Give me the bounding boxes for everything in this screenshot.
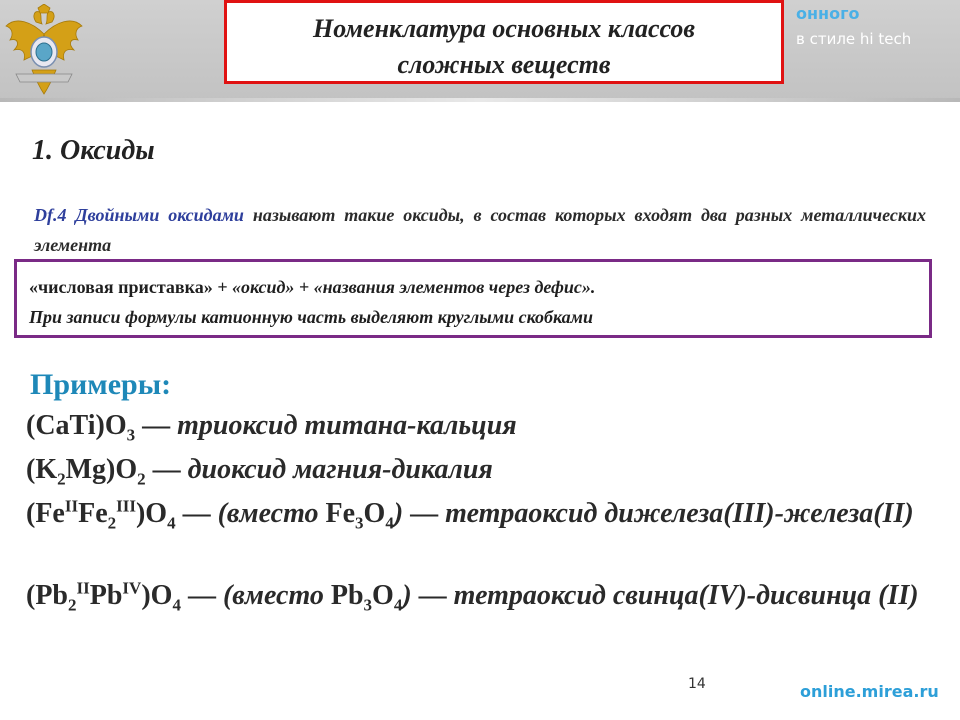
example-3: $(Fe^{II}Fe_2^{III})O_4$ — (вместо $Fe_3O_4$) — тетраоксид дижелеза(III)-железа(II) [26, 496, 914, 533]
definition-text: называют такие оксиды, в состав которых входят два разных металлических элемента [34, 205, 926, 255]
definition-paragraph [34, 200, 926, 260]
slide-title-line-1: Номенклатура основных классов [313, 14, 695, 43]
footer-link[interactable]: online.mirea.ru [800, 682, 939, 701]
naming-rule-line-2: При записи формулы катионную часть выделяют круглыми скобками [29, 307, 594, 327]
definition-label: Df.4 [34, 205, 67, 225]
double-headed-eagle-emblem-icon [2, 4, 86, 98]
example-1: $(CaTi)O_3$ — триоксид титана-кальция [26, 410, 517, 445]
header-right-text-1: онного [796, 4, 860, 23]
examples-heading: Примеры: [30, 368, 172, 401]
page-number: 14 [688, 676, 706, 692]
naming-rule-box [14, 259, 932, 338]
header-right-text-2: в стиле hi tech [796, 30, 912, 48]
definition-term: Двойными оксидами [75, 205, 244, 225]
naming-rule-line-1: «числовая приставка» + «оксид» + «названия элементов через дефис». [29, 277, 596, 297]
slide-title-line-2: сложных веществ [397, 50, 611, 79]
slide-title-box [224, 0, 784, 84]
example-4: $(Pb_2^{II}Pb^{IV})O_4$ — (вместо $Pb_3O_4$) — тетраоксид свинца(IV)-дисвинца (II) [26, 578, 919, 615]
example-2: $(K_2Mg)O_2$ — диоксид магния-дикалия [26, 454, 493, 489]
section-heading: 1. Оксиды [32, 135, 155, 166]
